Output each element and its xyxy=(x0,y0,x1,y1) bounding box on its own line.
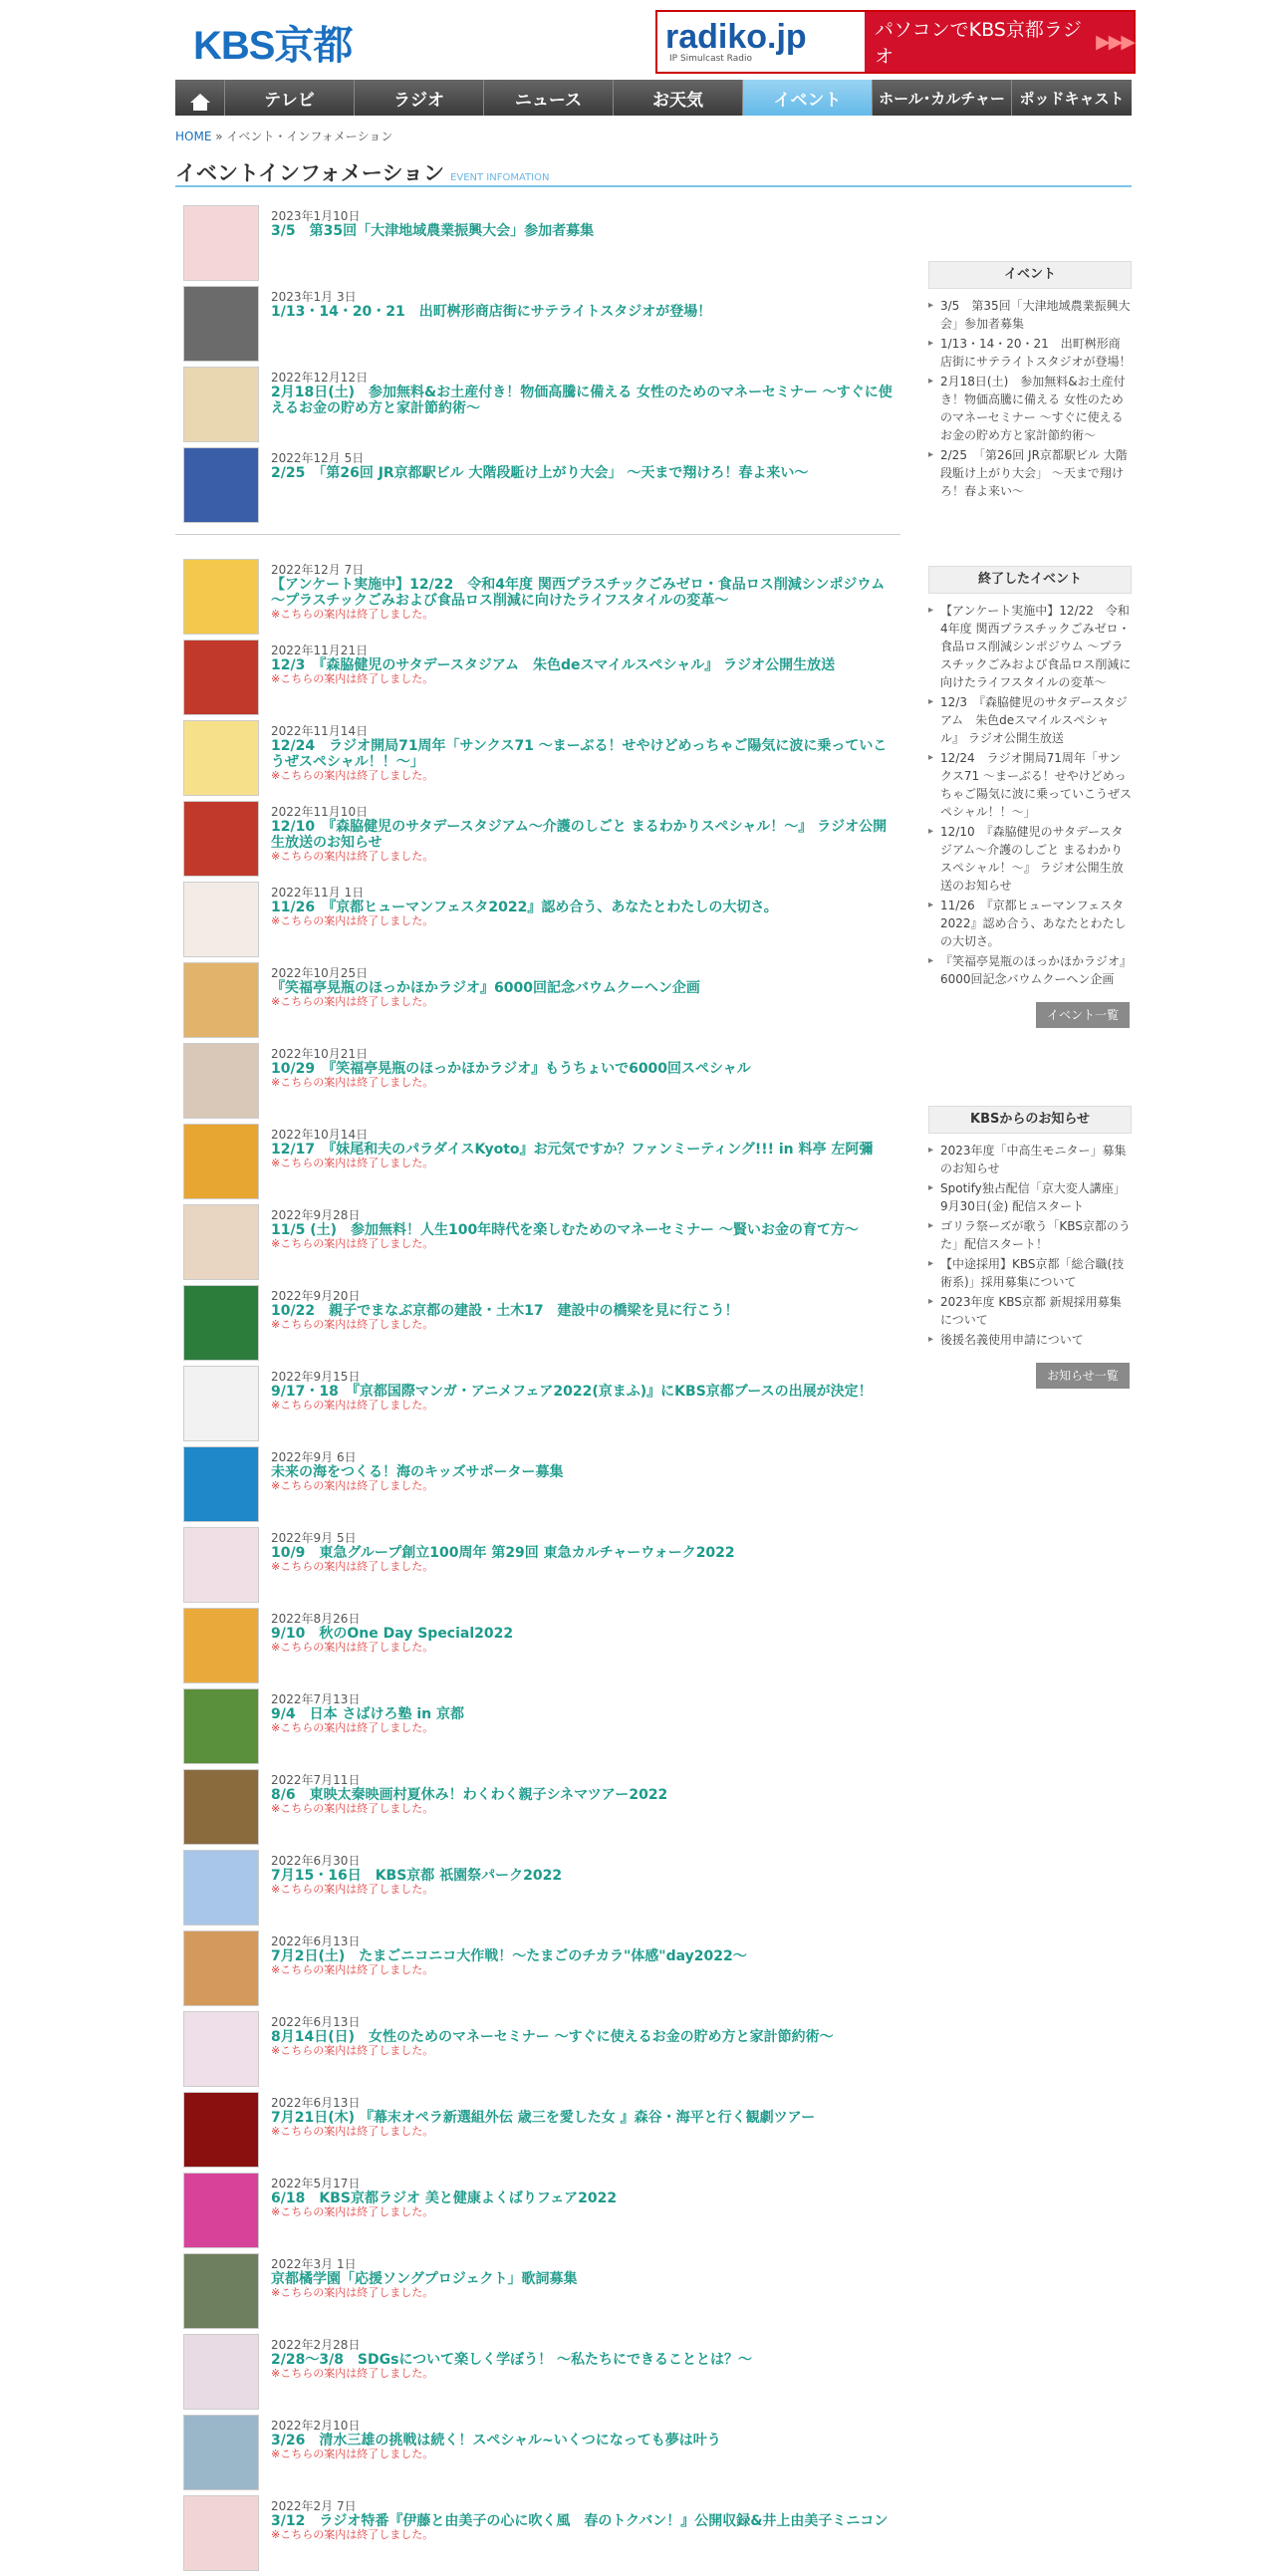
event-title-link[interactable]: 『笑福亭晃瓶のほっかほかラジオ』6000回記念バウムクーヘン企画 xyxy=(271,980,700,996)
event-thumbnail[interactable] xyxy=(183,1043,259,1119)
event-thumbnail[interactable] xyxy=(183,1285,259,1361)
ended-note: ※こちらの案内は終了しました。 xyxy=(271,1479,434,1492)
list-item[interactable] xyxy=(175,1769,900,1850)
event-thumbnail[interactable] xyxy=(183,720,259,796)
ended-note: ※こちらの案内は終了しました。 xyxy=(271,672,434,685)
ended-note: ※こちらの案内は終了しました。 xyxy=(271,1318,434,1331)
event-thumbnail[interactable] xyxy=(183,2092,259,2168)
list-item[interactable] xyxy=(175,559,900,640)
event-date: 2022年3月 1日 xyxy=(271,2257,357,2271)
ended-note: ※こちらの案内は終了しました。 xyxy=(271,1802,434,1815)
event-text xyxy=(271,209,895,239)
event-thumbnail[interactable] xyxy=(183,801,259,877)
list-item[interactable] xyxy=(175,962,900,1043)
page-title-bar xyxy=(175,157,1132,187)
ended-note: ※こちらの案内は終了しました。 xyxy=(271,2286,434,2299)
radiko-sub: IP Simulcast Radio xyxy=(669,54,752,64)
event-text xyxy=(271,1854,895,1896)
ended-note: ※こちらの案内は終了しました。 xyxy=(271,1157,434,1169)
ended-note: ※こちらの案内は終了しました。 xyxy=(271,2528,434,2541)
event-title-link[interactable]: 12/17 『妹尾和夫のパラダイスKyoto』お元気ですか？ファンミーティング!!! in 料亭 左阿彌 xyxy=(271,1142,874,1158)
event-thumbnail[interactable] xyxy=(183,882,259,957)
event-date: 2022年2月10日 xyxy=(271,2419,361,2433)
sidebar-news-list xyxy=(928,1142,1132,1349)
ended-note: ※こちらの案内は終了しました。 xyxy=(271,1641,434,1654)
news-list-button[interactable]: お知らせ一覧 xyxy=(1036,1363,1130,1389)
breadcrumb xyxy=(175,128,392,144)
sidebar-link[interactable]: ▸ Spotify独占配信「京大変人講座」9月30日(金) 配信スタート xyxy=(928,1179,1132,1215)
list-item[interactable] xyxy=(175,801,900,882)
event-date: 2022年11月21日 xyxy=(271,644,369,657)
sidebar-ended-list xyxy=(928,602,1132,988)
ended-note: ※こちらの案内は終了しました。 xyxy=(271,1399,434,1412)
list-item[interactable] xyxy=(175,640,900,720)
sidebar-link[interactable]: ▸ 1/13・14・20・21 出町桝形商店街にサテライトスタジオが登場！ xyxy=(928,335,1132,371)
event-thumbnail[interactable] xyxy=(183,1527,259,1603)
event-text xyxy=(271,2257,895,2299)
nav-weather[interactable]: お天気 xyxy=(614,80,743,116)
nav-podcast[interactable]: ポッドキャスト xyxy=(1012,80,1132,116)
event-title-link[interactable]: 2月18日(土) 参加無料&お土産付き！物価高騰に備える 女性のためのマネーセミナー ～すぐに使えるお金の貯め方と家計節約術～ xyxy=(271,385,893,416)
event-thumbnail[interactable] xyxy=(183,1124,259,1199)
list-item[interactable] xyxy=(175,2011,900,2092)
list-item[interactable] xyxy=(175,2092,900,2173)
ended-events xyxy=(175,559,900,2576)
list-item[interactable] xyxy=(175,720,900,801)
event-thumbnail[interactable] xyxy=(183,1931,259,2006)
event-date: 2022年5月17日 xyxy=(271,2177,361,2190)
event-thumbnail[interactable] xyxy=(183,962,259,1038)
arrow-icon: ▶▶▶ xyxy=(1096,31,1134,53)
ended-note: ※こちらの案内は終了しました。 xyxy=(271,1883,434,1896)
event-date: 2022年8月26日 xyxy=(271,1612,361,1626)
ended-note: ※こちらの案内は終了しました。 xyxy=(271,1963,434,1976)
event-date: 2022年10月25日 xyxy=(271,966,369,980)
event-thumbnail[interactable] xyxy=(183,286,259,362)
sidebar-link[interactable]: ▸ 【アンケート実施中】12/22 令和4年度 関西プラスチックごみゼロ・食品ロス削減シンポジウム ～プラスチックごみおよび食品ロス削減に向けたライフスタイルの変革～ xyxy=(928,602,1132,691)
ended-note: ※こちらの案内は終了しました。 xyxy=(271,2205,434,2218)
sidebar-link[interactable]: ▸ 2/25 「第26回 JR京都駅ビル 大階段駈け上がり大会」 ～天まで翔けろ！春よ来い～ xyxy=(928,446,1132,500)
event-thumbnail[interactable] xyxy=(183,205,259,281)
event-title-link[interactable]: 2/28～3/8 SDGsについて楽しく学ぼう！ ～私たちにできることとは？～ xyxy=(271,2352,753,2368)
event-title-link[interactable]: 9/10 秋のOne Day Special2022 xyxy=(271,1626,514,1642)
sidebar-link[interactable]: ▸ 2023年度「中高生モニター」募集のお知らせ xyxy=(928,1142,1132,1177)
sidebar-link[interactable]: ▸ 11/26 『京都ヒューマンフェスタ2022』認め合う、あなたとわたしの大切さ。 xyxy=(928,897,1132,950)
event-title-link[interactable]: 12/10 『森脇健児のサタデースタジアム～介護のしごと まるわかりスペシャル！～』 ラジオ公開生放送のお知らせ xyxy=(271,819,888,851)
event-text xyxy=(271,2419,895,2460)
event-text xyxy=(271,2177,895,2218)
kbs-logo[interactable]: KBS京都 xyxy=(193,24,353,68)
event-thumbnail[interactable] xyxy=(183,2415,259,2490)
event-text xyxy=(271,1450,895,1492)
event-date: 2022年12月 7日 xyxy=(271,563,365,577)
list-item[interactable] xyxy=(175,2253,900,2334)
sidebar-link[interactable]: ▸ 『笑福亭晃瓶のほっかほかラジオ』6000回記念バウムクーヘン企画 xyxy=(928,952,1132,988)
event-text xyxy=(271,290,895,320)
event-text xyxy=(271,2096,895,2138)
event-text xyxy=(271,1934,895,1976)
sidebar-link[interactable]: ▸ 12/24 ラジオ開局71周年「サンクス71 ～まーぶる！せやけどめっちゃご陽気に波に乗っていこうぜスペシャル！！～」 xyxy=(928,749,1132,821)
list-item[interactable] xyxy=(175,447,900,528)
list-item[interactable] xyxy=(175,1366,900,1446)
radiko-banner-text: パソコンでKBS京都ラジオ xyxy=(875,19,1082,68)
sidebar-link[interactable]: ▸ 12/3 『森脇健児のサタデースタジアム 朱色deスマイルスペシャル』 ラジオ公開生放送 xyxy=(928,693,1132,747)
event-date: 2022年10月14日 xyxy=(271,1128,369,1142)
global-nav xyxy=(175,80,1132,116)
event-thumbnail[interactable] xyxy=(183,1608,259,1683)
event-title-link[interactable]: 8月14日(日) 女性のためのマネーセミナー ～すぐに使えるお金の貯め方と家計節約術～ xyxy=(271,2029,834,2045)
event-date: 2022年12月12日 xyxy=(271,371,369,385)
sidebar-event-list xyxy=(928,297,1132,500)
event-title-link[interactable]: 11/26 『京都ヒューマンフェスタ2022』認め合う、あなたとわたしの大切さ。 xyxy=(271,900,778,915)
event-title-link[interactable]: 7月2日(土) たまごニコニコ大作戦！～たまごのチカラ"体感"day2022～ xyxy=(271,1948,747,1964)
event-date: 2022年9月 5日 xyxy=(271,1531,357,1545)
event-title-link[interactable]: 3/26 清水三雄の挑戦は続く！スペシャル~いくつになっても夢は叶う xyxy=(271,2433,721,2448)
event-list xyxy=(175,205,900,2576)
radiko-logo: radiko.jp xyxy=(665,18,807,56)
event-text xyxy=(271,2499,895,2541)
list-item[interactable] xyxy=(175,286,900,367)
list-item[interactable] xyxy=(175,1688,900,1769)
event-text xyxy=(271,966,895,1008)
sidebar-link[interactable]: ▸ 2月18日(土) 参加無料&お土産付き！物価高騰に備える 女性のためのマネーセミナー ～すぐに使えるお金の貯め方と家計節約術～ xyxy=(928,373,1132,444)
event-date: 2022年12月 5日 xyxy=(271,451,365,465)
nav-news[interactable]: ニュース xyxy=(484,80,614,116)
event-date: 2022年7月13日 xyxy=(271,1692,361,1706)
upcoming-events xyxy=(175,205,900,528)
sidebar-news-heading: KBSからのお知らせ xyxy=(928,1106,1132,1134)
event-text xyxy=(271,886,895,927)
event-text xyxy=(271,724,895,782)
event-title-link[interactable]: 11/5 (土) 参加無料！人生100年時代を楽しむためのマネーセミナー ～賢いお金の育て方～ xyxy=(271,1222,859,1238)
breadcrumb-home[interactable]: HOME xyxy=(175,129,212,143)
breadcrumb-current: イベント・インフォメーション xyxy=(226,129,393,143)
event-text xyxy=(271,2015,895,2057)
event-text xyxy=(271,644,895,685)
event-thumbnail[interactable] xyxy=(183,640,259,715)
divider xyxy=(175,534,900,535)
event-thumbnail[interactable] xyxy=(183,447,259,523)
event-thumbnail[interactable] xyxy=(183,1366,259,1441)
list-item[interactable] xyxy=(175,2495,900,2576)
list-item[interactable] xyxy=(175,367,900,447)
ended-note: ※こちらの案内は終了しました。 xyxy=(271,2447,434,2460)
list-item[interactable] xyxy=(175,2173,900,2253)
event-title-link[interactable]: 10/9 東急グループ創立100周年 第29回 東急カルチャーウォーク2022 xyxy=(271,1545,735,1561)
event-text xyxy=(271,1047,895,1089)
list-item[interactable] xyxy=(175,1446,900,1527)
event-title-link[interactable]: 未来の海をつくる！海のキッズサポーター募集 xyxy=(271,1464,564,1480)
list-item[interactable] xyxy=(175,2415,900,2495)
event-thumbnail[interactable] xyxy=(183,1769,259,1845)
radiko-banner[interactable] xyxy=(655,10,1136,74)
event-text xyxy=(271,1289,895,1331)
event-date: 2022年6月13日 xyxy=(271,2096,361,2110)
sidebar-link[interactable]: ▸ 3/5 第35回「大津地域農業振興大会」参加者募集 xyxy=(928,297,1132,333)
event-thumbnail[interactable] xyxy=(183,1850,259,1926)
list-item[interactable] xyxy=(175,882,900,962)
event-date: 2022年11月10日 xyxy=(271,805,369,819)
page-title: イベントインフォメーション xyxy=(175,161,445,185)
list-item[interactable] xyxy=(175,1608,900,1688)
nav-event[interactable]: イベント xyxy=(743,80,873,116)
ended-note: ※こちらの案内は終了しました。 xyxy=(271,1721,434,1734)
event-thumbnail[interactable] xyxy=(183,2334,259,2410)
sidebar-link[interactable]: ▸ 【中途採用】KBS京都「総合職(技術系)」採用募集について xyxy=(928,1255,1132,1291)
list-item[interactable] xyxy=(175,1285,900,1366)
event-date: 2022年6月13日 xyxy=(271,1934,361,1948)
event-thumbnail[interactable] xyxy=(183,1204,259,1280)
list-item[interactable] xyxy=(175,1931,900,2011)
sidebar-event xyxy=(928,261,1132,502)
event-text xyxy=(271,563,895,621)
event-text xyxy=(271,1692,895,1734)
event-text xyxy=(271,371,895,416)
event-list-button[interactable]: イベント一覧 xyxy=(1036,1002,1130,1028)
event-title-link[interactable]: 2/25 「第26回 JR京都駅ビル 大階段駈け上がり大会」 ～天まで翔けろ！春よ来い～ xyxy=(271,465,809,481)
event-date: 2022年6月30日 xyxy=(271,1854,361,1868)
event-text xyxy=(271,805,895,863)
event-date: 2022年10月21日 xyxy=(271,1047,369,1061)
event-title-link[interactable]: 9/4 日本 さばけろ塾 in 京都 xyxy=(271,1706,464,1722)
event-title-link[interactable]: 12/24 ラジオ開局71周年「サンクス71 ～まーぶる！せやけどめっちゃご陽気に波に乗っていこうぜスペシャル！！～」 xyxy=(271,738,888,770)
event-date: 2022年2月28日 xyxy=(271,2338,361,2352)
event-thumbnail[interactable] xyxy=(183,2173,259,2248)
event-date: 2022年9月 6日 xyxy=(271,1450,357,1464)
ended-note: ※こちらの案内は終了しました。 xyxy=(271,1237,434,1250)
event-thumbnail[interactable] xyxy=(183,367,259,442)
event-title-link[interactable]: 【アンケート実施中】12/22 令和4年度 関西プラスチックごみゼロ・食品ロス削減シンポジウム ～プラスチックごみおよび食品ロス削減に向けたライフスタイルの変革～ xyxy=(271,577,886,609)
event-title-link[interactable]: 3/12 ラジオ特番『伊藤と由美子の心に吹く風 春のトクバン！』公開収録&井上由美子ミニコン xyxy=(271,2513,889,2529)
event-text xyxy=(271,1773,895,1815)
event-title-link[interactable]: 7月21日(木) 『幕末オペラ新選組外伝 歳三を愛した女 』森谷・海平と行く観劇ツアー xyxy=(271,2110,816,2126)
sidebar-news xyxy=(928,1106,1132,1389)
event-date: 2022年9月20日 xyxy=(271,1289,361,1303)
event-date: 2022年9月28日 xyxy=(271,1208,361,1222)
event-title-link[interactable]: 京都橘学園「応援ソングプロジェクト」歌詞募集 xyxy=(271,2271,578,2287)
ended-note: ※こちらの案内は終了しました。 xyxy=(271,1076,434,1089)
page-subtitle: EVENT INFOMATION xyxy=(450,172,550,183)
ended-note: ※こちらの案内は終了しました。 xyxy=(271,2125,434,2138)
ended-note: ※こちらの案内は終了しました。 xyxy=(271,2367,434,2380)
event-date: 2023年1月10日 xyxy=(271,209,361,223)
nav-tv[interactable]: テレビ xyxy=(225,80,355,116)
nav-hall-culture[interactable]: ホール･カルチャー xyxy=(873,80,1012,116)
ended-note: ※こちらの案内は終了しました。 xyxy=(271,2044,434,2057)
event-title-link[interactable]: 3/5 第35回「大津地域農業振興大会」参加者募集 xyxy=(271,223,595,239)
event-date: 2022年7月11日 xyxy=(271,1773,361,1787)
sidebar-link[interactable]: ▸ 12/10 『森脇健児のサタデースタジアム～介護のしごと まるわかりスペシャル！～』 ラジオ公開生放送のお知らせ xyxy=(928,823,1132,895)
sidebar-event-heading: イベント xyxy=(928,261,1132,289)
event-title-link[interactable]: 1/13・14・20・21 出町桝形商店街にサテライトスタジオが登場！ xyxy=(271,304,712,320)
ended-note: ※こちらの案内は終了しました。 xyxy=(271,914,434,927)
list-item[interactable] xyxy=(175,1850,900,1931)
event-date: 2022年11月14日 xyxy=(271,724,369,738)
event-thumbnail[interactable] xyxy=(183,1688,259,1764)
event-title-link[interactable]: 6/18 KBS京都ラジオ 美と健康よくばりフェア2022 xyxy=(271,2190,618,2206)
list-item[interactable] xyxy=(175,205,900,286)
event-text xyxy=(271,1208,895,1250)
breadcrumb-sep: » xyxy=(215,129,223,143)
nav-home[interactable] xyxy=(175,80,225,116)
event-date: 2022年6月13日 xyxy=(271,2015,361,2029)
event-text xyxy=(271,1612,895,1654)
event-title-link[interactable]: 8/6 東映太秦映画村夏休み！わくわく親子シネマツアー2022 xyxy=(271,1787,668,1803)
event-text xyxy=(271,2338,895,2380)
list-item[interactable] xyxy=(175,1124,900,1204)
sidebar-ended xyxy=(928,566,1132,1028)
event-title-link[interactable]: 9/17・18 『京都国際マンガ・アニメフェア2022(京まふ)』にKBS京都ブースの出展が決定！ xyxy=(271,1384,873,1400)
ended-note: ※こちらの案内は終了しました。 xyxy=(271,1560,434,1573)
list-item[interactable] xyxy=(175,1527,900,1608)
sidebar-link[interactable]: ▸ 後援名義使用申請について xyxy=(928,1331,1132,1349)
event-text xyxy=(271,1128,895,1169)
sidebar-ended-heading: 終了したイベント xyxy=(928,566,1132,594)
event-thumbnail[interactable] xyxy=(183,559,259,635)
event-thumbnail[interactable] xyxy=(183,2253,259,2329)
event-title-link[interactable]: 7月15・16日 KBS京都 祇園祭パーク2022 xyxy=(271,1868,563,1884)
event-text xyxy=(271,1370,895,1412)
event-title-link[interactable]: 10/22 親子でまなぶ京都の建設・土木17 建設中の橋梁を見に行こう！ xyxy=(271,1303,739,1319)
event-title-link[interactable]: 10/29 『笑福亭晃瓶のほっかほかラジオ』もうちょいで6000回スペシャル xyxy=(271,1061,751,1077)
event-thumbnail[interactable] xyxy=(183,2011,259,2087)
ended-note: ※こちらの案内は終了しました。 xyxy=(271,850,434,863)
event-date: 2023年1月 3日 xyxy=(271,290,357,304)
nav-radio[interactable]: ラジオ xyxy=(355,80,484,116)
ended-note: ※こちらの案内は終了しました。 xyxy=(271,995,434,1008)
ended-note: ※こちらの案内は終了しました。 xyxy=(271,608,434,621)
event-thumbnail[interactable] xyxy=(183,2495,259,2571)
sidebar-link[interactable]: ▸ ゴリラ祭ーズが歌う「KBS京都のうた」配信スタート！ xyxy=(928,1217,1132,1253)
home-icon xyxy=(190,94,210,103)
ended-note: ※こちらの案内は終了しました。 xyxy=(271,769,434,782)
event-title-link[interactable]: 12/3 『森脇健児のサタデースタジアム 朱色deスマイルスペシャル』 ラジオ公開生放送 xyxy=(271,657,836,673)
event-thumbnail[interactable] xyxy=(183,1446,259,1522)
list-item[interactable] xyxy=(175,2334,900,2415)
event-text xyxy=(271,1531,895,1573)
list-item[interactable] xyxy=(175,1043,900,1124)
event-date: 2022年11月 1日 xyxy=(271,886,365,900)
event-date: 2022年9月15日 xyxy=(271,1370,361,1384)
event-text xyxy=(271,451,895,481)
sidebar-link[interactable]: ▸ 2023年度 KBS京都 新規採用募集について xyxy=(928,1293,1132,1329)
event-date: 2022年2月 7日 xyxy=(271,2499,357,2513)
list-item[interactable] xyxy=(175,1204,900,1285)
